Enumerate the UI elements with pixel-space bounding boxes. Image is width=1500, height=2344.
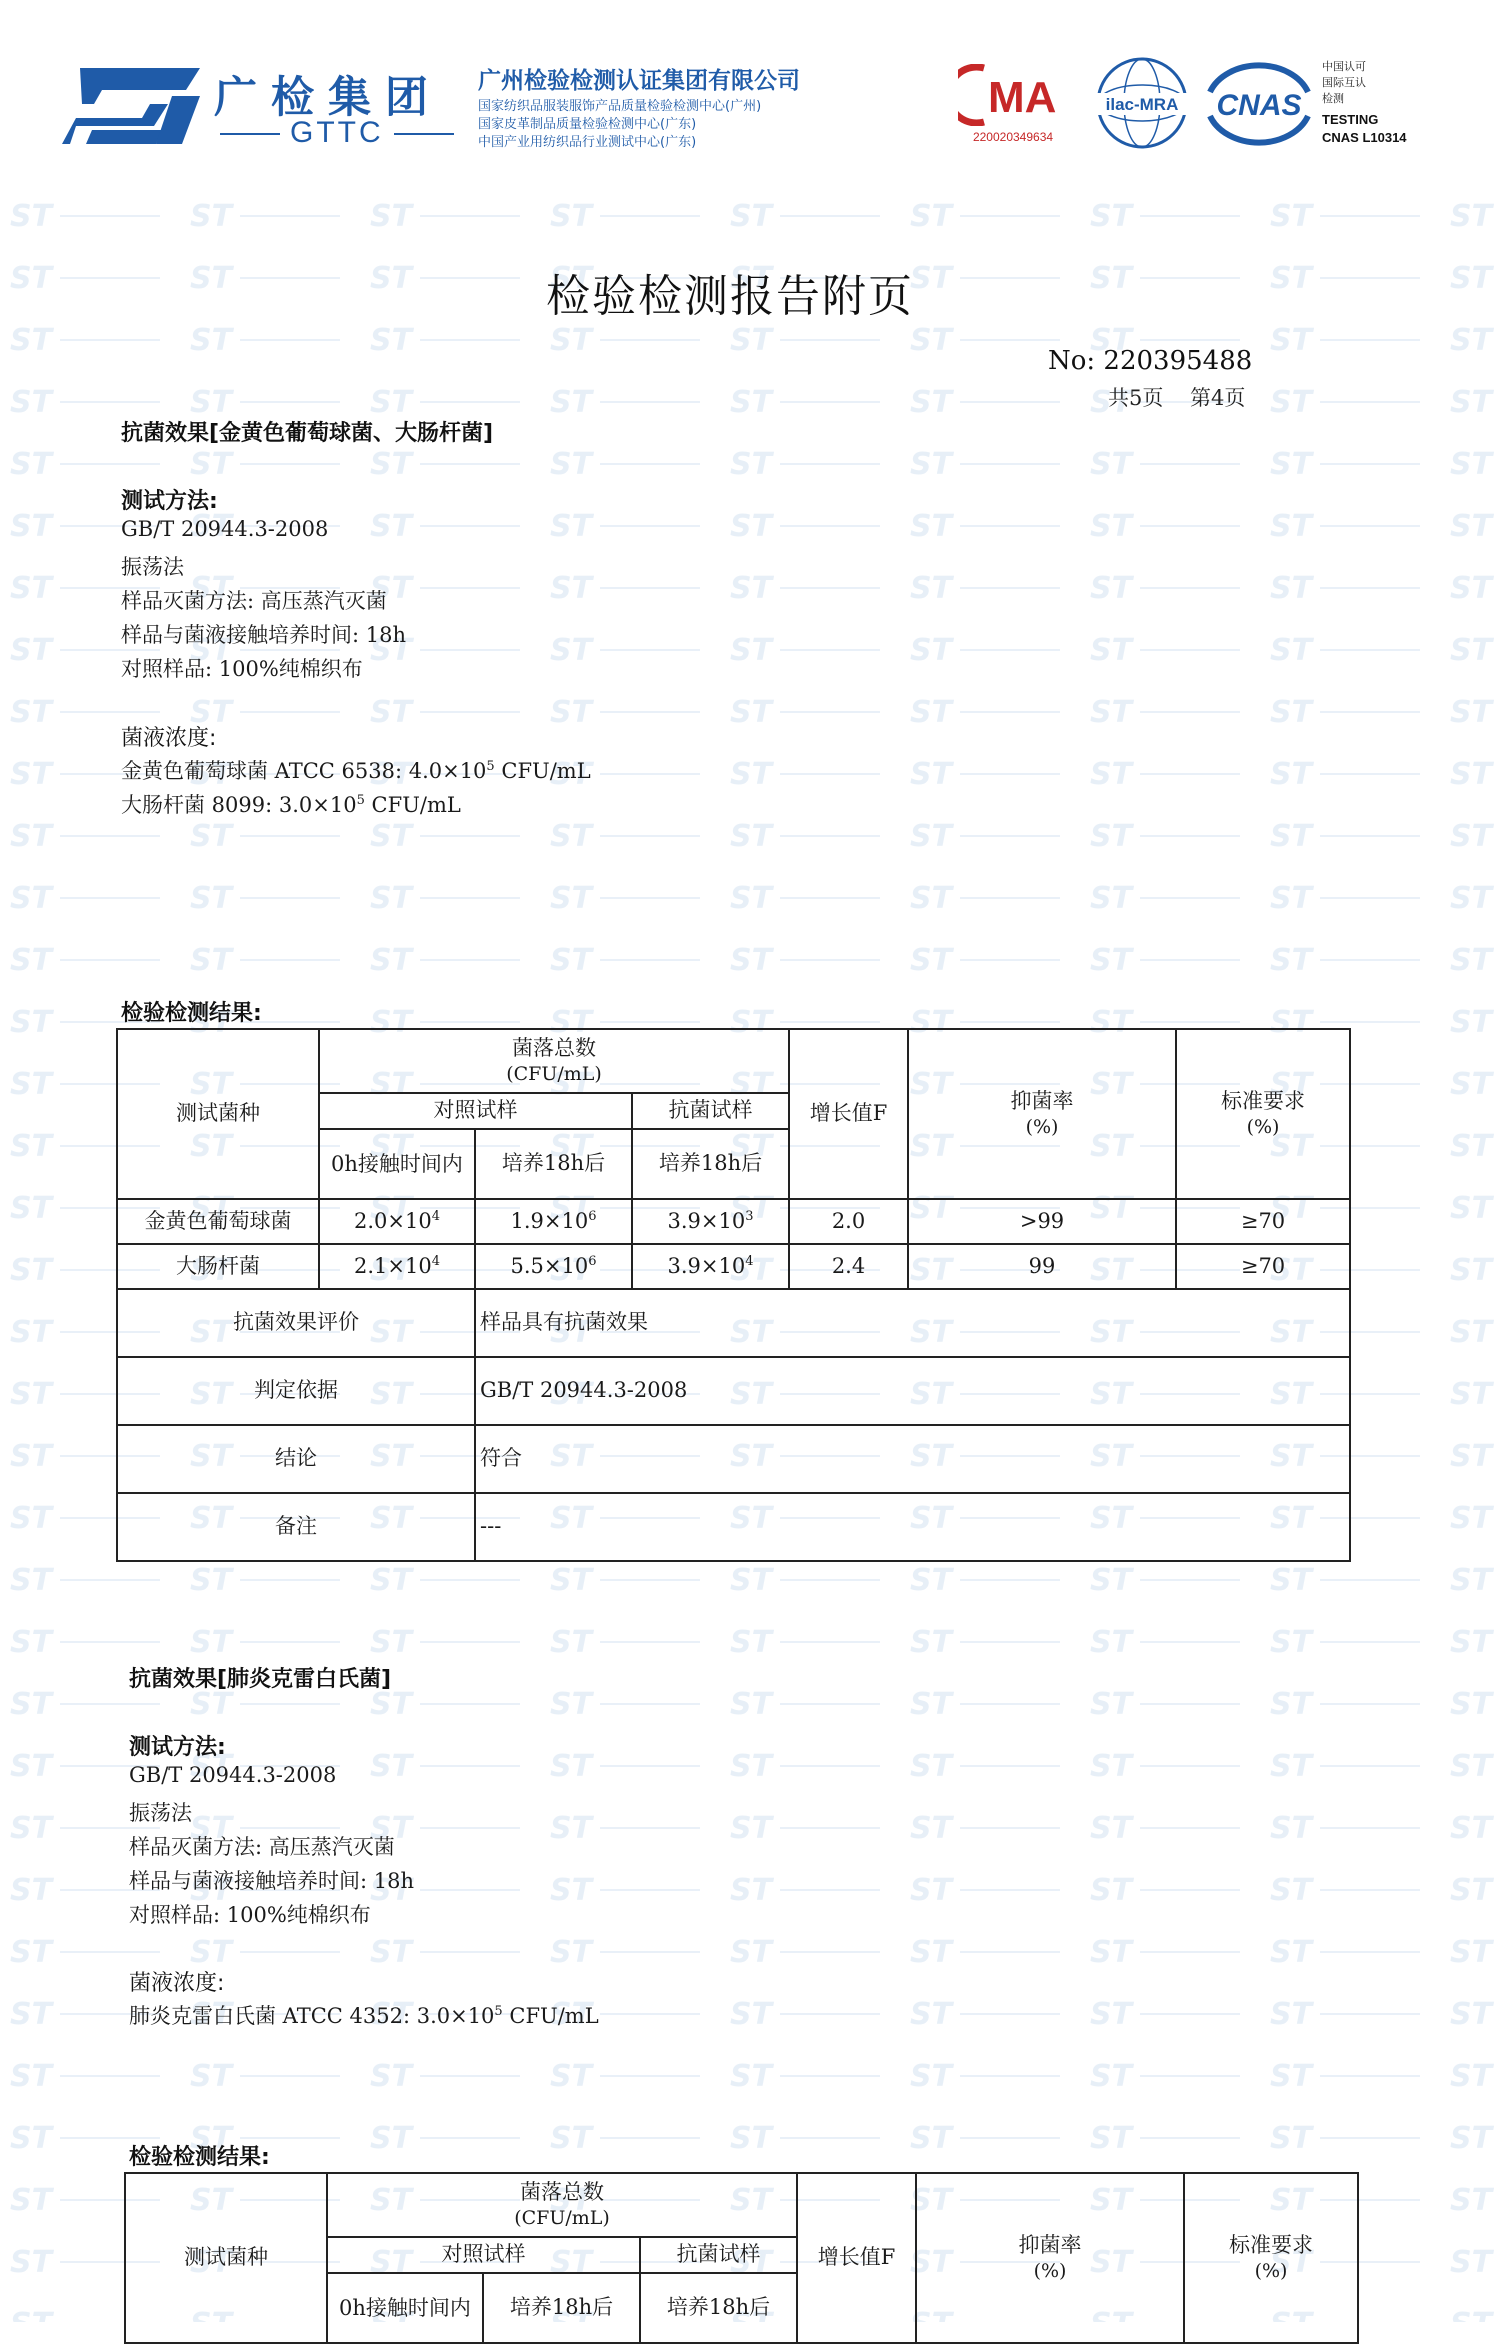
- center-line: 国家皮革制品质量检验检测中心(广东): [478, 117, 697, 132]
- table-row: [117, 1289, 1350, 1357]
- cell-rate: 99: [908, 1244, 1176, 1289]
- brand-name: 广检集团: [214, 73, 442, 123]
- method-line: 振荡法: [121, 555, 184, 579]
- cell-control-0h: $2.0\times 10^4$: [319, 1199, 475, 1244]
- concentration-line: 大肠杆菌 8099: $3.0\times 10^5$ CFU/mL: [121, 793, 461, 817]
- cell-species: 大肠杆菌: [117, 1244, 319, 1289]
- brand-abbr: GTTC: [210, 116, 464, 150]
- cnas-logo-icon: [1200, 58, 1318, 148]
- header-standard: 标准要求 (%): [1176, 1029, 1350, 1199]
- table-row: [117, 1493, 1350, 1561]
- method-line: 样品与菌液接触培养时间: 18h: [121, 623, 406, 647]
- gttc-logo-icon: [62, 60, 202, 152]
- header-18h-control: 培养18h后: [475, 1129, 632, 1199]
- cell-basis-label: 判定依据: [117, 1357, 475, 1425]
- cnas-logo-text: CNAS: [1216, 89, 1302, 122]
- header-18h-antibac: 培养18h后: [640, 2273, 797, 2343]
- method-line: 样品灭菌方法: 高压蒸汽灭菌: [121, 589, 387, 613]
- table-row: [117, 1425, 1350, 1493]
- method-line: 样品灭菌方法: 高压蒸汽灭菌: [129, 1835, 395, 1859]
- header-growth: 增长值F: [789, 1029, 908, 1199]
- header-species: 测试菌种: [117, 1029, 319, 1199]
- method-line: 对照样品: 100%纯棉织布: [129, 1903, 371, 1927]
- method-line: 样品与菌液接触培养时间: 18h: [129, 1869, 414, 1893]
- header-18h-control: 培养18h后: [483, 2273, 640, 2343]
- cell-evaluation-label: 抗菌效果评价: [117, 1289, 475, 1357]
- method-label: 测试方法:: [129, 1735, 226, 1760]
- cell-control-18h: $1.9\times 10^6$: [475, 1199, 632, 1244]
- header-rate: 抑菌率 (%): [908, 1029, 1176, 1199]
- section-title: 抗菌效果[肺炎克雷白氏菌]: [129, 1667, 392, 1692]
- cnas-side-text: TESTING: [1322, 112, 1379, 127]
- table-row: [117, 1199, 1350, 1244]
- method-line: 振荡法: [129, 1801, 192, 1825]
- concentration-line: 金黄色葡萄球菌 ATCC 6538: $4.0\times 10^5$ CFU/mL: [121, 759, 591, 783]
- concentration-label: 菌液浓度:: [121, 726, 217, 751]
- cma-logo-icon: [958, 64, 1068, 126]
- concentration-label: 菌液浓度:: [129, 1971, 225, 1996]
- cell-growth: 2.0: [789, 1199, 908, 1244]
- header-growth: 增长值F: [797, 2173, 916, 2343]
- cell-standard: ≥70: [1176, 1244, 1350, 1289]
- results-label: 检验检测结果:: [129, 2145, 270, 2170]
- header-antibacterial-sample: 抗菌试样: [640, 2237, 797, 2273]
- cell-species: 金黄色葡萄球菌: [117, 1199, 319, 1244]
- header-18h-antibac: 培养18h后: [632, 1129, 789, 1199]
- method-label: 测试方法:: [121, 489, 218, 514]
- cell-standard: ≥70: [1176, 1199, 1350, 1244]
- method-line: 对照样品: 100%纯棉织布: [121, 657, 363, 681]
- cell-conclusion-value: 符合: [475, 1425, 1350, 1493]
- report-number: No: 220395488: [1048, 346, 1253, 376]
- header-antibacterial-sample: 抗菌试样: [632, 1093, 789, 1129]
- cell-basis-value: GB/T 20944.3-2008: [475, 1357, 1350, 1425]
- cell-growth: 2.4: [789, 1244, 908, 1289]
- cnas-side-text: 中国认可: [1322, 60, 1366, 73]
- ilac-mra-logo-icon: [1094, 55, 1190, 151]
- cnas-accreditation-number: CNAS L10314: [1322, 130, 1407, 145]
- cnas-side-text: 国际互认: [1322, 76, 1366, 89]
- header-total-count: 菌落总数 (CFU/mL): [319, 1029, 789, 1093]
- cnas-side-text: 检测: [1322, 92, 1344, 105]
- header-control-sample: 对照试样: [327, 2237, 640, 2273]
- center-line: 国家纺织品服装服饰产品质量检验检测中心(广州): [478, 99, 762, 114]
- results-table: [116, 1028, 1351, 1562]
- table-row: [117, 1357, 1350, 1425]
- document-title: 检验检测报告附页: [546, 271, 914, 322]
- header-0h: 0h接触时间内: [319, 1129, 475, 1199]
- header-total-count: 菌落总数 (CFU/mL): [327, 2173, 797, 2237]
- cma-number: 220020349634: [972, 130, 1054, 144]
- cell-control-0h: $2.1\times 10^4$: [319, 1244, 475, 1289]
- company-name: 广州检验检测认证集团有限公司: [478, 68, 800, 94]
- cell-control-18h: $5.5\times 10^6$: [475, 1244, 632, 1289]
- cell-antibac-18h: $3.9\times 10^3$: [632, 1199, 789, 1244]
- cell-conclusion-label: 结论: [117, 1425, 475, 1493]
- center-line: 中国产业用纺织品行业测试中心(广东): [478, 135, 697, 150]
- concentration-line: 肺炎克雷白氏菌 ATCC 4352: $3.0\times 10^5$ CFU/mL: [129, 2004, 599, 2028]
- cma-logo-text: MA: [988, 73, 1057, 122]
- results-label: 检验检测结果:: [121, 1001, 262, 1026]
- cell-antibac-18h: $3.9\times 10^4$: [632, 1244, 789, 1289]
- ilac-logo-text: ilac-MRA: [1105, 95, 1179, 114]
- results-table: [124, 2172, 1359, 2344]
- cell-rate: >99: [908, 1199, 1176, 1244]
- header-rate: 抑菌率 (%): [916, 2173, 1184, 2343]
- cell-remark-value: ---: [475, 1493, 1350, 1561]
- page-count: 共5页 第4页: [1108, 386, 1246, 410]
- cell-remark-label: 备注: [117, 1493, 475, 1561]
- cell-evaluation-value: 样品具有抗菌效果: [475, 1289, 1350, 1357]
- header-standard: 标准要求 (%): [1184, 2173, 1358, 2343]
- header-species: 测试菌种: [125, 2173, 327, 2343]
- header-control-sample: 对照试样: [319, 1093, 632, 1129]
- method-line: GB/T 20944.3-2008: [129, 1763, 337, 1787]
- header-0h: 0h接触时间内: [327, 2273, 483, 2343]
- table-row: [117, 1244, 1350, 1289]
- section-title: 抗菌效果[金黄色葡萄球菌、大肠杆菌]: [121, 421, 494, 446]
- method-line: GB/T 20944.3-2008: [121, 517, 329, 541]
